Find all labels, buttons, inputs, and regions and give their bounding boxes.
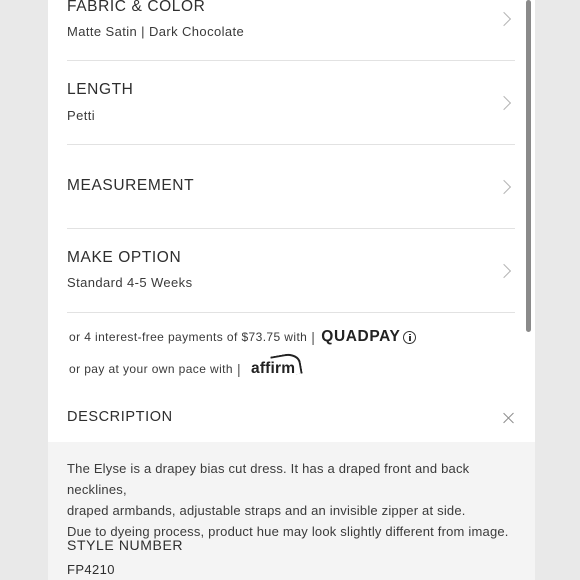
style-number-label: STYLE NUMBER — [67, 537, 184, 553]
chevron-right-icon — [497, 12, 511, 26]
description-text — [67, 458, 527, 542]
chevron-right-icon — [497, 96, 511, 110]
description-panel — [48, 442, 535, 580]
chevron-right-icon — [497, 180, 511, 194]
affirm-logo-text: affirm — [251, 360, 296, 377]
option-fabric-color[interactable] — [67, 0, 515, 61]
description-title: DESCRIPTION — [67, 409, 173, 425]
product-options-panel — [48, 0, 535, 580]
option-value: Petti — [67, 108, 96, 123]
scrollbar[interactable] — [526, 0, 531, 332]
affirm-text: or pay at your own pace with — [69, 362, 233, 376]
description-header[interactable] — [67, 409, 517, 433]
option-title: LENGTH — [67, 81, 134, 98]
quadpay-line — [69, 328, 416, 346]
option-title: MEASUREMENT — [67, 177, 195, 194]
affirm-logo — [251, 360, 295, 378]
description-line: Due to dyeing process, product hue may look slightly different from image. — [67, 524, 509, 539]
affirm-line — [69, 360, 295, 378]
description-line: The Elyse is a drapey bias cut dress. It has a draped front and back necklines, — [67, 461, 470, 497]
quadpay-text: or 4 interest-free payments of $73.75 with — [69, 330, 308, 344]
option-measurement[interactable] — [67, 144, 515, 229]
divider: | — [236, 361, 241, 377]
option-value: Standard 4-5 Weeks — [67, 275, 193, 290]
divider: | — [311, 329, 316, 345]
option-title: MAKE OPTION — [67, 249, 182, 266]
style-number-value: FP4210 — [67, 562, 115, 577]
option-length[interactable] — [67, 60, 515, 145]
description-line: draped armbands, adjustable straps and an invisible zipper at side. — [67, 503, 466, 518]
left-margin — [0, 0, 48, 580]
option-make-option[interactable] — [67, 228, 515, 313]
option-value: Matte Satin | Dark Chocolate — [67, 24, 245, 39]
right-margin — [535, 0, 580, 580]
option-title: FABRIC & COLOR — [67, 0, 206, 15]
chevron-right-icon — [497, 264, 511, 278]
quadpay-logo: QUADPAY — [321, 328, 401, 345]
info-icon[interactable] — [403, 331, 416, 344]
close-icon[interactable] — [503, 412, 515, 424]
affirm-arc-icon — [270, 352, 302, 379]
